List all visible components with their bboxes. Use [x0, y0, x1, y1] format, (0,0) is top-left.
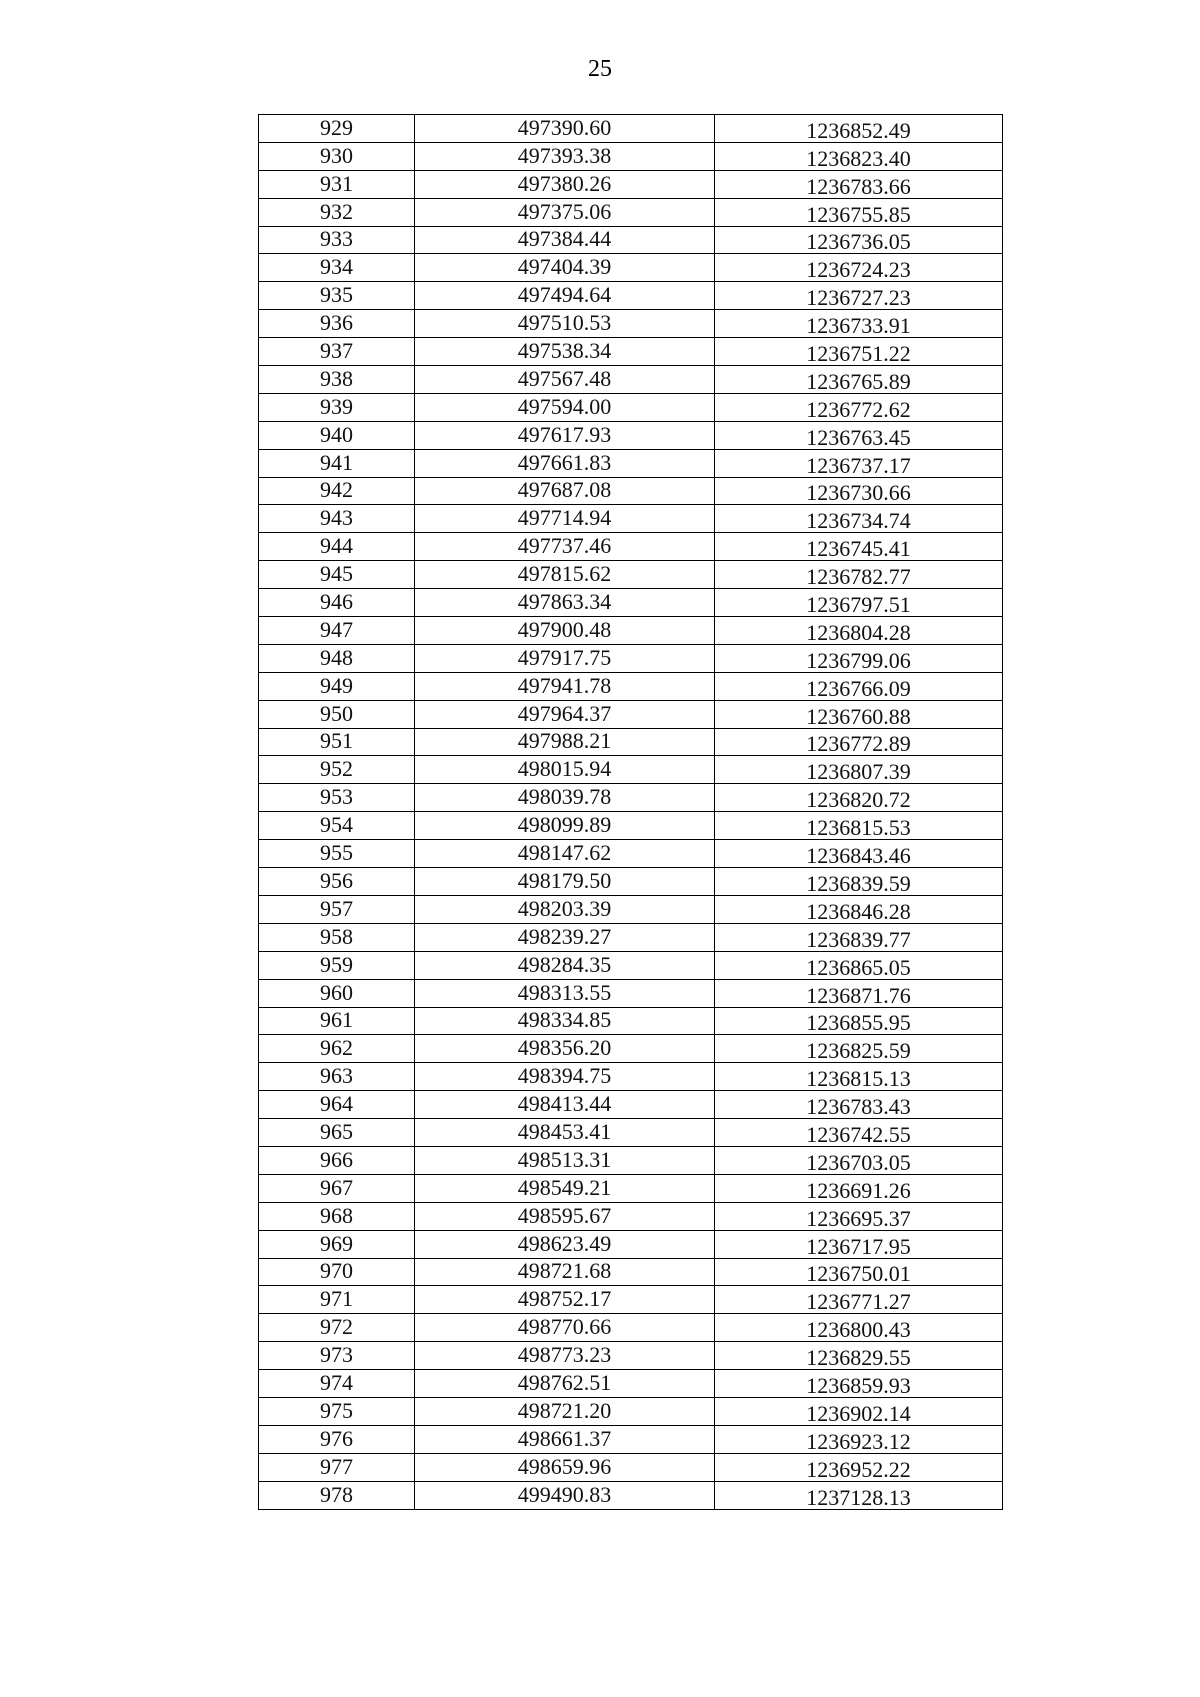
x-coordinate-cell: 498752.17 [415, 1286, 715, 1314]
x-coordinate-cell: 497494.64 [415, 282, 715, 310]
table-row [259, 1174, 1003, 1202]
point-number-cell: 959 [259, 951, 415, 979]
table-row [259, 1286, 1003, 1314]
point-number-cell: 945 [259, 561, 415, 589]
y-coordinate-cell: 1236865.05 [715, 951, 1003, 979]
y-coordinate-cell: 1236772.62 [715, 393, 1003, 421]
point-number-cell: 937 [259, 338, 415, 366]
table-row [259, 449, 1003, 477]
y-coordinate-cell: 1236782.77 [715, 561, 1003, 589]
table-row [259, 895, 1003, 923]
x-coordinate-cell: 498659.96 [415, 1453, 715, 1481]
table-row [259, 282, 1003, 310]
y-coordinate-cell: 1236730.66 [715, 477, 1003, 505]
x-coordinate-cell: 497661.83 [415, 449, 715, 477]
y-coordinate-cell: 1236734.74 [715, 505, 1003, 533]
y-coordinate-cell: 1236823.40 [715, 142, 1003, 170]
x-coordinate-cell: 497964.37 [415, 700, 715, 728]
table-row [259, 338, 1003, 366]
point-number-cell: 961 [259, 1007, 415, 1035]
x-coordinate-cell: 498239.27 [415, 923, 715, 951]
point-number-cell: 968 [259, 1202, 415, 1230]
x-coordinate-cell: 497567.48 [415, 366, 715, 394]
x-coordinate-cell: 497941.78 [415, 672, 715, 700]
table-row [259, 1007, 1003, 1035]
x-coordinate-cell: 497900.48 [415, 617, 715, 645]
x-coordinate-cell: 497863.34 [415, 589, 715, 617]
point-number-cell: 966 [259, 1146, 415, 1174]
x-coordinate-cell: 498039.78 [415, 784, 715, 812]
y-coordinate-cell: 1236771.27 [715, 1286, 1003, 1314]
x-coordinate-cell: 497393.38 [415, 142, 715, 170]
table-row [259, 1091, 1003, 1119]
y-coordinate-cell: 1236807.39 [715, 756, 1003, 784]
table-row [259, 1342, 1003, 1370]
y-coordinate-cell: 1236765.89 [715, 366, 1003, 394]
y-coordinate-cell: 1236766.09 [715, 672, 1003, 700]
table-row [259, 226, 1003, 254]
coordinates-table [258, 114, 1003, 1510]
table-row [259, 477, 1003, 505]
point-number-cell: 943 [259, 505, 415, 533]
y-coordinate-cell: 1236750.01 [715, 1258, 1003, 1286]
table-row [259, 142, 1003, 170]
coordinates-table-body [259, 115, 1003, 1510]
x-coordinate-cell: 498661.37 [415, 1425, 715, 1453]
x-coordinate-cell: 498762.51 [415, 1370, 715, 1398]
table-row [259, 1230, 1003, 1258]
x-coordinate-cell: 497988.21 [415, 728, 715, 756]
y-coordinate-cell: 1236952.22 [715, 1453, 1003, 1481]
table-row [259, 840, 1003, 868]
table-row [259, 561, 1003, 589]
table-row [259, 1063, 1003, 1091]
table-row [259, 254, 1003, 282]
point-number-cell: 944 [259, 533, 415, 561]
y-coordinate-cell: 1236797.51 [715, 589, 1003, 617]
table-row [259, 672, 1003, 700]
x-coordinate-cell: 497737.46 [415, 533, 715, 561]
point-number-cell: 955 [259, 840, 415, 868]
x-coordinate-cell: 497917.75 [415, 644, 715, 672]
y-coordinate-cell: 1236763.45 [715, 421, 1003, 449]
x-coordinate-cell: 498179.50 [415, 868, 715, 896]
y-coordinate-cell: 1236724.23 [715, 254, 1003, 282]
x-coordinate-cell: 497510.53 [415, 310, 715, 338]
y-coordinate-cell: 1236804.28 [715, 617, 1003, 645]
point-number-cell: 962 [259, 1035, 415, 1063]
point-number-cell: 942 [259, 477, 415, 505]
y-coordinate-cell: 1236772.89 [715, 728, 1003, 756]
table-row [259, 1258, 1003, 1286]
point-number-cell: 957 [259, 895, 415, 923]
point-number-cell: 934 [259, 254, 415, 282]
x-coordinate-cell: 499490.83 [415, 1481, 715, 1509]
point-number-cell: 970 [259, 1258, 415, 1286]
x-coordinate-cell: 498147.62 [415, 840, 715, 868]
x-coordinate-cell: 498623.49 [415, 1230, 715, 1258]
x-coordinate-cell: 497815.62 [415, 561, 715, 589]
point-number-cell: 958 [259, 923, 415, 951]
x-coordinate-cell: 498099.89 [415, 812, 715, 840]
y-coordinate-cell: 1236815.53 [715, 812, 1003, 840]
point-number-cell: 941 [259, 449, 415, 477]
table-row [259, 1425, 1003, 1453]
x-coordinate-cell: 497384.44 [415, 226, 715, 254]
table-row [259, 310, 1003, 338]
y-coordinate-cell: 1236859.93 [715, 1370, 1003, 1398]
y-coordinate-cell: 1236742.55 [715, 1119, 1003, 1147]
x-coordinate-cell: 498453.41 [415, 1119, 715, 1147]
table-row [259, 1035, 1003, 1063]
y-coordinate-cell: 1236815.13 [715, 1063, 1003, 1091]
x-coordinate-cell: 497404.39 [415, 254, 715, 282]
point-number-cell: 932 [259, 198, 415, 226]
point-number-cell: 964 [259, 1091, 415, 1119]
point-number-cell: 976 [259, 1425, 415, 1453]
point-number-cell: 930 [259, 142, 415, 170]
table-row [259, 784, 1003, 812]
y-coordinate-cell: 1236902.14 [715, 1397, 1003, 1425]
table-row [259, 1370, 1003, 1398]
y-coordinate-cell: 1236783.43 [715, 1091, 1003, 1119]
x-coordinate-cell: 497380.26 [415, 170, 715, 198]
point-number-cell: 965 [259, 1119, 415, 1147]
y-coordinate-cell: 1236727.23 [715, 282, 1003, 310]
y-coordinate-cell: 1236839.77 [715, 923, 1003, 951]
x-coordinate-cell: 498770.66 [415, 1314, 715, 1342]
table-row [259, 393, 1003, 421]
table-row [259, 115, 1003, 143]
table-row [259, 728, 1003, 756]
table-row [259, 868, 1003, 896]
table-row [259, 700, 1003, 728]
point-number-cell: 949 [259, 672, 415, 700]
point-number-cell: 936 [259, 310, 415, 338]
x-coordinate-cell: 497594.00 [415, 393, 715, 421]
y-coordinate-cell: 1236751.22 [715, 338, 1003, 366]
table-row [259, 979, 1003, 1007]
y-coordinate-cell: 1236846.28 [715, 895, 1003, 923]
x-coordinate-cell: 498015.94 [415, 756, 715, 784]
x-coordinate-cell: 497687.08 [415, 477, 715, 505]
y-coordinate-cell: 1236691.26 [715, 1174, 1003, 1202]
table-row [259, 1202, 1003, 1230]
point-number-cell: 972 [259, 1314, 415, 1342]
x-coordinate-cell: 497617.93 [415, 421, 715, 449]
table-row [259, 589, 1003, 617]
point-number-cell: 940 [259, 421, 415, 449]
x-coordinate-cell: 498513.31 [415, 1146, 715, 1174]
point-number-cell: 969 [259, 1230, 415, 1258]
point-number-cell: 935 [259, 282, 415, 310]
point-number-cell: 938 [259, 366, 415, 394]
table-row [259, 1481, 1003, 1509]
x-coordinate-cell: 498773.23 [415, 1342, 715, 1370]
point-number-cell: 977 [259, 1453, 415, 1481]
y-coordinate-cell: 1236703.05 [715, 1146, 1003, 1174]
y-coordinate-cell: 1236695.37 [715, 1202, 1003, 1230]
table-row [259, 366, 1003, 394]
table-row [259, 1397, 1003, 1425]
y-coordinate-cell: 1236800.43 [715, 1314, 1003, 1342]
point-number-cell: 950 [259, 700, 415, 728]
y-coordinate-cell: 1236852.49 [715, 115, 1003, 143]
y-coordinate-cell: 1236871.76 [715, 979, 1003, 1007]
y-coordinate-cell: 1237128.13 [715, 1481, 1003, 1509]
table-row [259, 1314, 1003, 1342]
y-coordinate-cell: 1236825.59 [715, 1035, 1003, 1063]
point-number-cell: 956 [259, 868, 415, 896]
y-coordinate-cell: 1236799.06 [715, 644, 1003, 672]
table-row [259, 505, 1003, 533]
point-number-cell: 931 [259, 170, 415, 198]
x-coordinate-cell: 498413.44 [415, 1091, 715, 1119]
point-number-cell: 952 [259, 756, 415, 784]
y-coordinate-cell: 1236717.95 [715, 1230, 1003, 1258]
y-coordinate-cell: 1236839.59 [715, 868, 1003, 896]
point-number-cell: 951 [259, 728, 415, 756]
x-coordinate-cell: 498549.21 [415, 1174, 715, 1202]
point-number-cell: 960 [259, 979, 415, 1007]
x-coordinate-cell: 497714.94 [415, 505, 715, 533]
table-row [259, 533, 1003, 561]
point-number-cell: 946 [259, 589, 415, 617]
y-coordinate-cell: 1236733.91 [715, 310, 1003, 338]
point-number-cell: 967 [259, 1174, 415, 1202]
table-row [259, 617, 1003, 645]
table-row [259, 1146, 1003, 1174]
x-coordinate-cell: 497538.34 [415, 338, 715, 366]
y-coordinate-cell: 1236745.41 [715, 533, 1003, 561]
y-coordinate-cell: 1236783.66 [715, 170, 1003, 198]
x-coordinate-cell: 497375.06 [415, 198, 715, 226]
table-row [259, 951, 1003, 979]
table-row [259, 170, 1003, 198]
y-coordinate-cell: 1236736.05 [715, 226, 1003, 254]
y-coordinate-cell: 1236737.17 [715, 449, 1003, 477]
x-coordinate-cell: 498595.67 [415, 1202, 715, 1230]
point-number-cell: 933 [259, 226, 415, 254]
point-number-cell: 954 [259, 812, 415, 840]
point-number-cell: 929 [259, 115, 415, 143]
table-row [259, 1119, 1003, 1147]
point-number-cell: 948 [259, 644, 415, 672]
x-coordinate-cell: 498356.20 [415, 1035, 715, 1063]
x-coordinate-cell: 498334.85 [415, 1007, 715, 1035]
table-row [259, 644, 1003, 672]
y-coordinate-cell: 1236923.12 [715, 1425, 1003, 1453]
y-coordinate-cell: 1236755.85 [715, 198, 1003, 226]
x-coordinate-cell: 498721.68 [415, 1258, 715, 1286]
point-number-cell: 974 [259, 1370, 415, 1398]
point-number-cell: 939 [259, 393, 415, 421]
table-row [259, 1453, 1003, 1481]
point-number-cell: 971 [259, 1286, 415, 1314]
table-row [259, 198, 1003, 226]
x-coordinate-cell: 498284.35 [415, 951, 715, 979]
point-number-cell: 953 [259, 784, 415, 812]
point-number-cell: 975 [259, 1397, 415, 1425]
point-number-cell: 973 [259, 1342, 415, 1370]
x-coordinate-cell: 497390.60 [415, 115, 715, 143]
x-coordinate-cell: 498313.55 [415, 979, 715, 1007]
x-coordinate-cell: 498394.75 [415, 1063, 715, 1091]
point-number-cell: 978 [259, 1481, 415, 1509]
table-row [259, 923, 1003, 951]
point-number-cell: 963 [259, 1063, 415, 1091]
x-coordinate-cell: 498203.39 [415, 895, 715, 923]
y-coordinate-cell: 1236829.55 [715, 1342, 1003, 1370]
page-number: 25 [588, 56, 612, 82]
table-row [259, 421, 1003, 449]
y-coordinate-cell: 1236855.95 [715, 1007, 1003, 1035]
x-coordinate-cell: 498721.20 [415, 1397, 715, 1425]
y-coordinate-cell: 1236820.72 [715, 784, 1003, 812]
y-coordinate-cell: 1236760.88 [715, 700, 1003, 728]
y-coordinate-cell: 1236843.46 [715, 840, 1003, 868]
table-row [259, 812, 1003, 840]
table-row [259, 756, 1003, 784]
point-number-cell: 947 [259, 617, 415, 645]
